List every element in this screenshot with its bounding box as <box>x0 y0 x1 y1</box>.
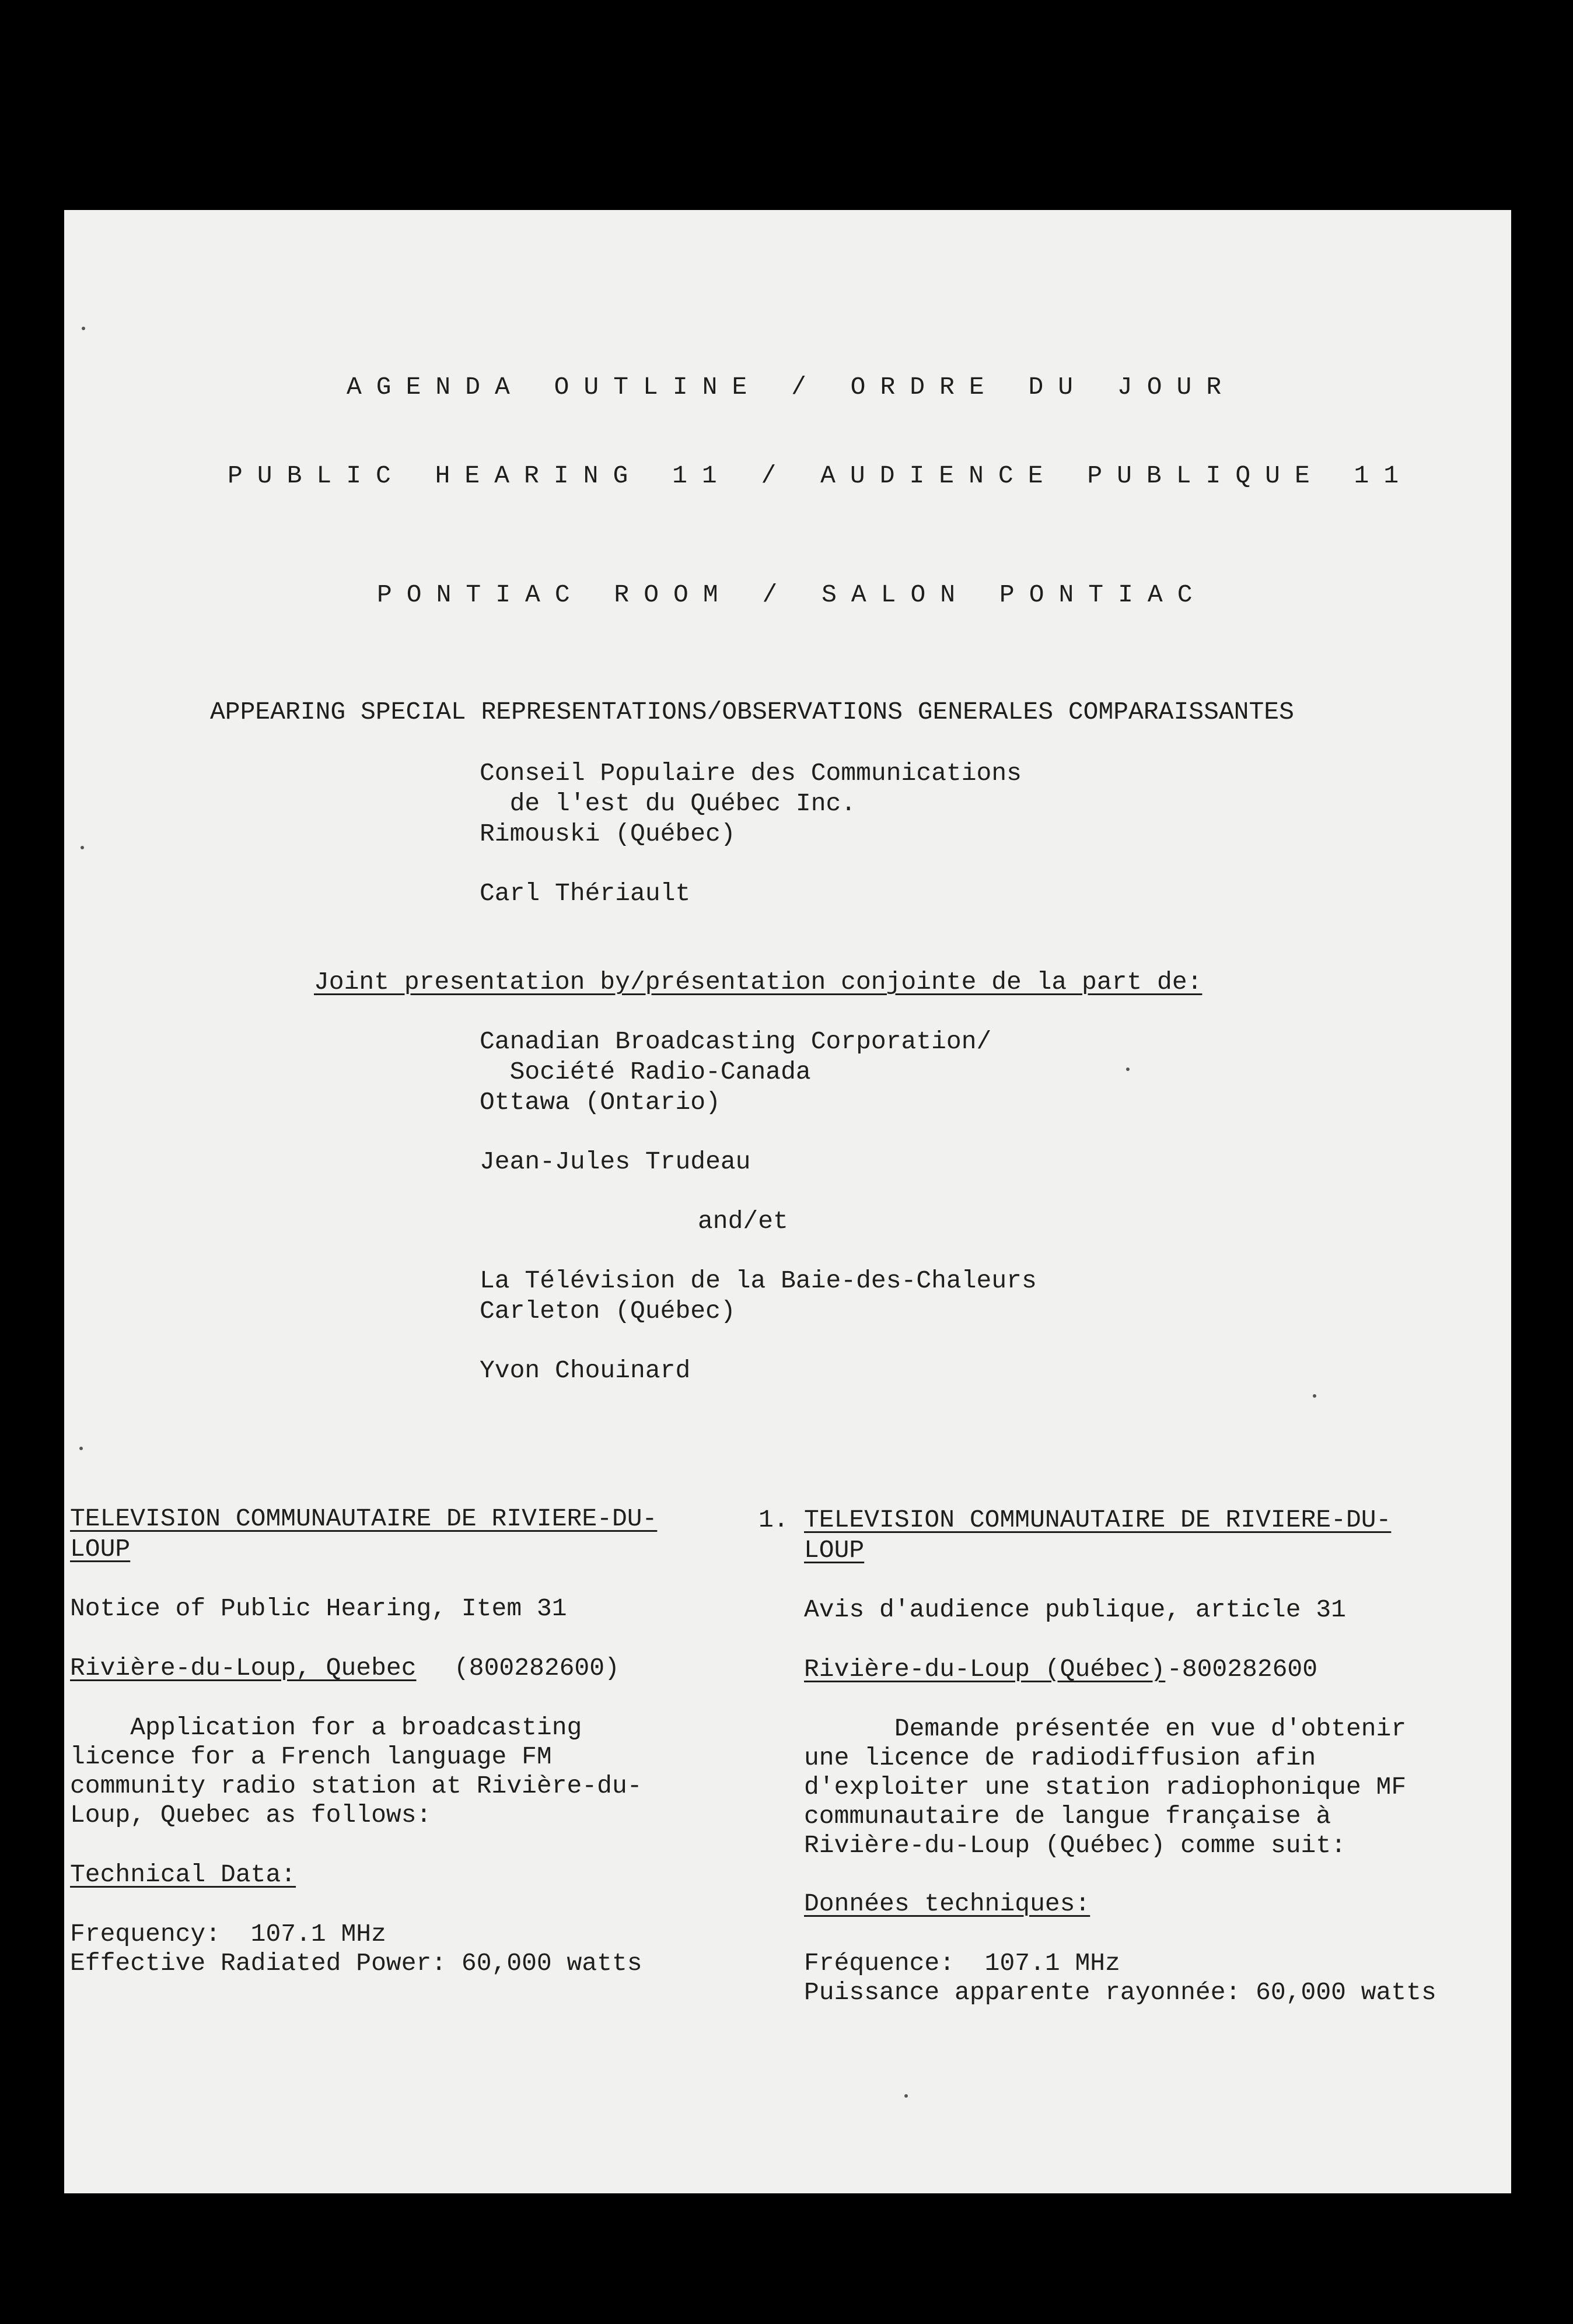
left-tech-heading: Technical Data: <box>70 1860 296 1889</box>
left-desc-line4: Loup, Quebec as follows: <box>70 1801 432 1829</box>
scan-speck <box>1313 1394 1316 1398</box>
and-et: and/et <box>698 1207 788 1236</box>
left-number: (800282600) <box>454 1654 620 1682</box>
scan-speck <box>79 1447 83 1450</box>
document-page <box>64 210 1511 2193</box>
right-item-title-line1: TELEVISION COMMUNAUTAIRE DE RIVIERE-DU- <box>804 1506 1392 1534</box>
scan-speck <box>82 327 85 330</box>
room-title: PONTIAC ROOM / SALON PONTIAC <box>377 580 1207 609</box>
left-notice: Notice of Public Hearing, Item 31 <box>70 1594 567 1623</box>
left-tech-power: Effective Radiated Power: 60,000 watts <box>70 1949 642 1978</box>
special-heading: APPEARING SPECIAL REPRESENTATIONS/OBSERVATIONS GENERALES COMPARAISSANTES <box>210 698 1294 726</box>
org1-line1: Conseil Populaire des Communications <box>480 759 1022 788</box>
org2-line3: Ottawa (Ontario) <box>480 1088 721 1116</box>
right-item-title-line2: LOUP <box>804 1536 865 1564</box>
person2: Jean-Jules Trudeau <box>480 1147 751 1176</box>
left-desc-line1: Application for a broadcasting <box>70 1713 582 1742</box>
scan-speck <box>1126 1068 1130 1071</box>
org3-line1: La Télévision de la Baie-des-Chaleurs <box>480 1266 1037 1295</box>
left-place: Rivière-du-Loup, Quebec <box>70 1654 417 1682</box>
scan-speck <box>81 846 84 849</box>
right-notice: Avis d'audience publique, article 31 <box>804 1595 1346 1624</box>
left-desc-line3: community radio station at Rivière-du- <box>70 1772 642 1800</box>
right-place: Rivière-du-Loup (Québec) <box>804 1655 1166 1684</box>
right-tech-frequency: Fréquence: 107.1 MHz <box>804 1949 1120 1978</box>
joint-presentation-heading: Joint presentation by/présentation conjointe de la part de: <box>314 968 1203 996</box>
right-item-index: 1. <box>758 1506 789 1534</box>
right-desc-line1: Demande présentée en vue d'obtenir <box>804 1714 1407 1743</box>
scan-speck <box>904 2094 908 2098</box>
left-item-title-line1: TELEVISION COMMUNAUTAIRE DE RIVIERE-DU- <box>70 1504 658 1533</box>
right-desc-line2: une licence de radiodiffusion afin <box>804 1744 1316 1772</box>
org2-line1: Canadian Broadcasting Corporation/ <box>480 1027 992 1056</box>
person3: Yvon Chouinard <box>480 1356 691 1385</box>
right-desc-line5: Rivière-du-Loup (Québec) comme suit: <box>804 1831 1346 1860</box>
right-desc-line3: d'exploiter une station radiophonique MF <box>804 1773 1407 1801</box>
right-number: -800282600 <box>1167 1655 1318 1684</box>
org3-line2: Carleton (Québec) <box>480 1297 736 1325</box>
right-tech-power: Puissance apparente rayonnée: 60,000 watts <box>804 1978 1436 2007</box>
right-desc-line4: communautaire de langue française à <box>804 1802 1331 1831</box>
agenda-title: AGENDA OUTLINE / ORDRE DU JOUR <box>347 373 1236 401</box>
left-desc-line2: licence for a French language FM <box>70 1742 552 1771</box>
hearing-title: PUBLIC HEARING 11 / AUDIENCE PUBLIQUE 11 <box>228 461 1414 490</box>
org1-line2: de l'est du Québec Inc. <box>480 789 857 818</box>
right-tech-heading: Données techniques: <box>804 1889 1090 1918</box>
org1-line3: Rimouski (Québec) <box>480 820 736 848</box>
left-item-title-line2: LOUP <box>70 1535 131 1563</box>
org2-line2: Société Radio-Canada <box>480 1058 811 1086</box>
person1: Carl Thériault <box>480 879 691 908</box>
left-tech-frequency: Frequency: 107.1 MHz <box>70 1920 386 1948</box>
